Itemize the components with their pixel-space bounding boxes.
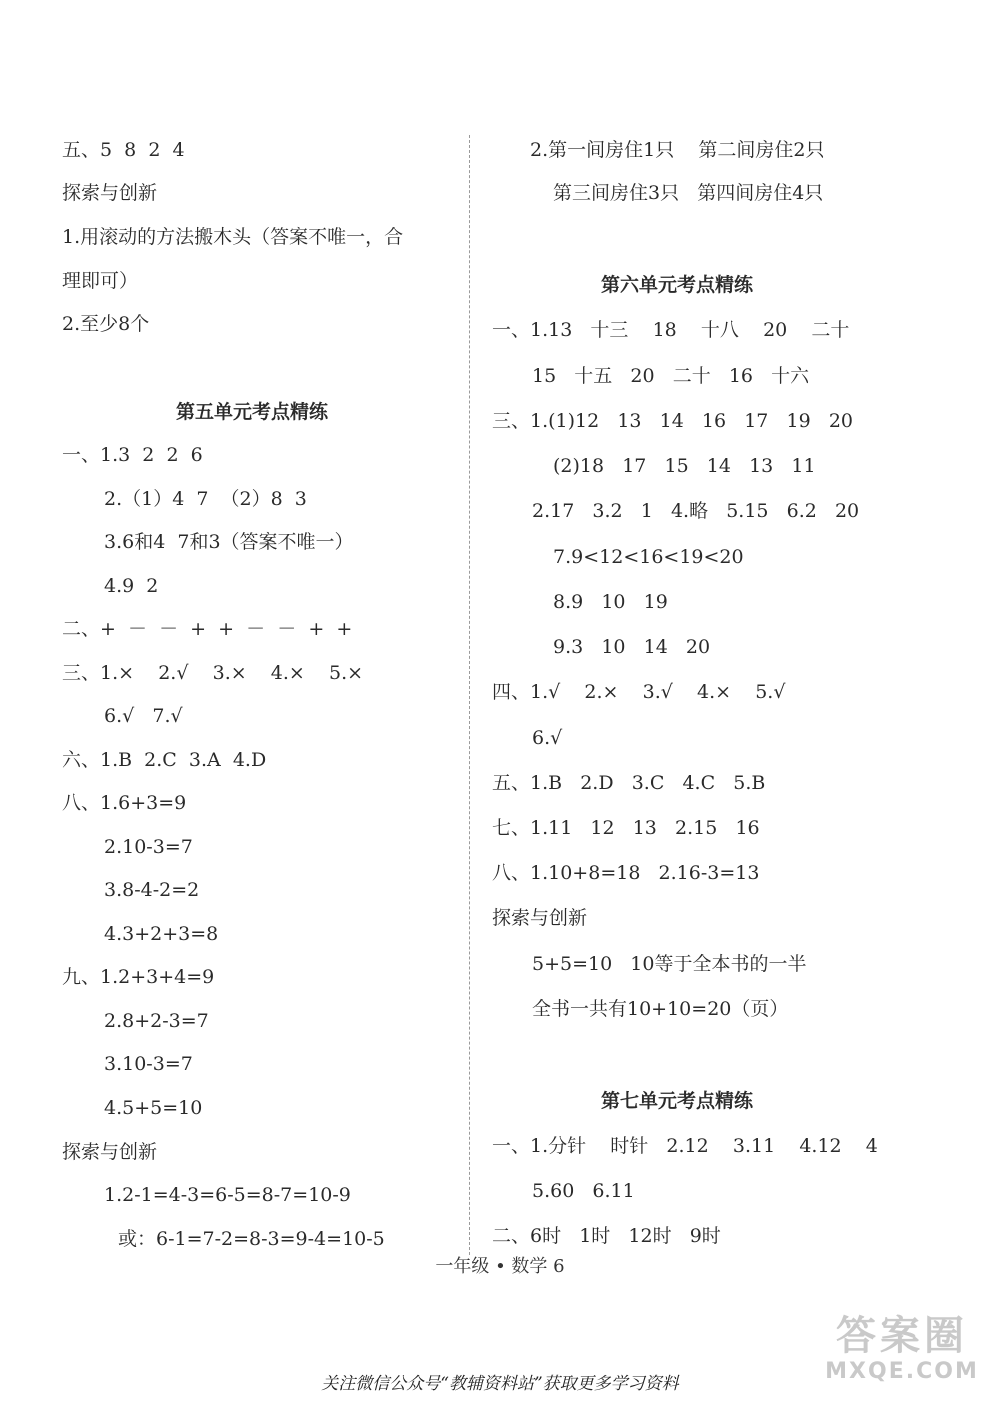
unit-heading: 第七单元考点精练 (601, 1090, 754, 1112)
answer-line: 3.10-3=7 (104, 1053, 193, 1075)
watermark-title: 答案圈 (836, 1313, 968, 1359)
answer-line: 6.√ 7.√ (104, 705, 183, 727)
answer-line: 9.3 10 14 20 (553, 636, 711, 658)
answer-line: 8.9 10 19 (553, 591, 668, 613)
section-label: 探索与创新 (492, 907, 588, 929)
answer-line: 2.17 3.2 1 4.略 5.15 6.2 20 (532, 500, 860, 522)
answer-line: 3.6和4 7和3（答案不唯一） (104, 531, 354, 553)
section-label: 探索与创新 (62, 182, 158, 204)
answer-line: 全书一共有10+10=20（页） (532, 998, 789, 1020)
answer-line: 一、1.13 十三 18 十八 20 二十 (492, 319, 850, 341)
answer-line: 理即可） (62, 270, 139, 292)
answer-line: 1.2-1=4-3=6-5=8-7=10-9 (104, 1184, 351, 1206)
answer-line: 八、1.10+8=18 2.16-3=13 (492, 862, 760, 884)
watermark-url: MXQE.COM (825, 1359, 979, 1384)
answer-line: 2.（1）4 7 （2）8 3 (104, 488, 307, 510)
answer-line: 七、1.11 12 13 2.15 16 (492, 817, 760, 839)
answer-line: 2.10-3=7 (104, 836, 193, 858)
answer-line: 五、1.B 2.D 3.C 4.C 5.B (492, 772, 766, 794)
answer-line: 第三间房住3只 第四间房住4只 (553, 182, 824, 204)
answer-line: 4.5+5=10 (104, 1097, 203, 1119)
watermark-logo (812, 1313, 992, 1393)
answer-line: 2.8+2-3=7 (104, 1010, 209, 1032)
column-divider (469, 135, 470, 1255)
answer-line: 二、6时 1时 12时 9时 (492, 1225, 721, 1247)
page-footer: 一年级 • 数学 6 (435, 1256, 565, 1277)
answer-line: 4.9 2 (104, 575, 159, 597)
answer-line: 六、1.B 2.C 3.A 4.D (62, 749, 267, 771)
section-label: 探索与创新 (62, 1141, 158, 1163)
answer-line: 或：6-1=7-2=8-3=9-4=10-5 (118, 1228, 385, 1250)
bottom-note: 关注微信公众号“教辅资料站”获取更多学习资料 (321, 1374, 679, 1394)
unit-heading: 第六单元考点精练 (601, 274, 754, 296)
answer-line: 三、1.(1)12 13 14 16 17 19 20 (492, 410, 853, 432)
answer-line: 三、1.× 2.√ 3.× 4.× 5.× (62, 662, 364, 684)
answer-line: 7.9<12<16<19<20 (553, 546, 744, 568)
answer-line: 一、1.分针 时针 2.12 3.11 4.12 4 (492, 1135, 878, 1157)
answer-line: 四、1.√ 2.× 3.√ 4.× 5.√ (492, 681, 786, 703)
answer-line: 二、+ － － + + － － + + (62, 618, 353, 640)
answer-line: 八、1.6+3=9 (62, 792, 187, 814)
answer-line: 6.√ (532, 727, 563, 749)
answer-line: 4.3+2+3=8 (104, 923, 219, 945)
answer-line: (2)18 17 15 14 13 11 (553, 455, 816, 477)
answer-line: 一、1.3 2 2 6 (62, 444, 203, 466)
answer-line: 2.至少8个 (62, 313, 150, 335)
answer-line: 五、5 8 2 4 (62, 139, 185, 161)
answer-line: 1.用滚动的方法搬木头（答案不唯一，合 (62, 226, 404, 248)
answer-line: 3.8-4-2=2 (104, 879, 200, 901)
answer-line: 5.60 6.11 (532, 1180, 635, 1202)
answer-line: 九、1.2+3+4=9 (62, 966, 215, 988)
answer-line: 15 十五 20 二十 16 十六 (532, 365, 810, 387)
answer-line: 5+5=10 10等于全本书的一半 (532, 953, 807, 975)
answer-line: 2.第一间房住1只 第二间房住2只 (530, 139, 825, 161)
unit-heading: 第五单元考点精练 (176, 401, 329, 423)
